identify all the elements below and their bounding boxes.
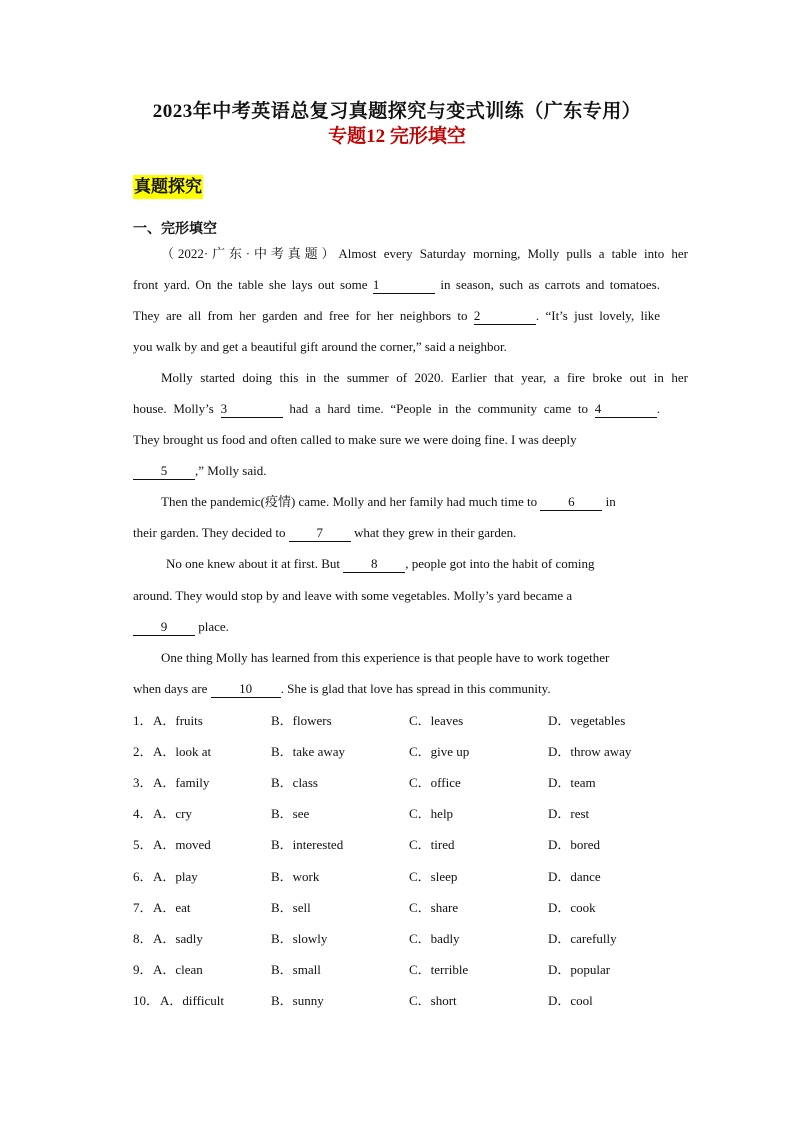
passage-line: One thing Molly has learned from this experience is that people have to work together — [161, 650, 610, 665]
option-d: D．throw away — [548, 744, 632, 759]
option-d: D．cool — [548, 993, 593, 1008]
option-d: D．cook — [548, 900, 596, 915]
option-c: C．give up — [409, 744, 470, 759]
passage-line: around. They would stop by and leave with some vegetables. Molly’s yard became a — [133, 588, 573, 603]
option-d: D．rest — [548, 806, 590, 821]
question-number: 3． — [133, 775, 153, 790]
question-number: 9． — [133, 962, 153, 977]
option-a: A．fruits — [153, 713, 203, 728]
option-b: B．take away — [271, 744, 346, 759]
option-c: C．help — [409, 806, 454, 821]
option-c: C．leaves — [409, 713, 464, 728]
blank-3: 3 — [221, 401, 283, 418]
question-number: 7． — [133, 900, 153, 915]
passage-line: their garden. They decided to 7 what they grew in their garden. — [133, 525, 517, 540]
option-a: A．sadly — [153, 931, 203, 946]
passage-line: Molly started doing this in the summer of 2020. Earlier that year, a fire broke out in her — [161, 370, 688, 385]
topic-subtitle: 专题12 完形填空 — [328, 126, 466, 147]
option-d: D．vegetables — [548, 713, 626, 728]
option-c: C．sleep — [409, 869, 458, 884]
blank-5: 5 — [133, 463, 195, 480]
option-a: A．difficult — [160, 993, 225, 1008]
question-number: 10． — [133, 993, 160, 1008]
option-d: D．dance — [548, 869, 601, 884]
question-number: 2． — [133, 744, 153, 759]
option-c: C．tired — [409, 837, 455, 852]
passage-line: （2022·广东·中考真题）Almost every Saturday morning, Molly pulls a table into her — [161, 246, 688, 261]
option-c: C．office — [409, 775, 461, 790]
passage-line: 9 place. — [133, 611, 660, 642]
option-c: C．share — [409, 900, 459, 915]
option-b: B．work — [271, 869, 320, 884]
option-b: B．sunny — [271, 993, 324, 1008]
option-c: C．badly — [409, 931, 460, 946]
option-b: B．flowers — [271, 713, 332, 728]
passage-line: Then the pandemic(疫情) came. Molly and her family had much time to 6 in — [161, 494, 616, 509]
source-tag: （2022·广东·中考真题） — [161, 246, 339, 261]
passage-line: 5 ,” Molly said. — [133, 455, 660, 486]
option-d: D．bored — [548, 837, 600, 852]
option-c: C．short — [409, 993, 457, 1008]
option-d: D．team — [548, 775, 596, 790]
option-b: B．small — [271, 962, 321, 977]
question-number: 1． — [133, 713, 153, 728]
blank-1: 1 — [373, 277, 435, 294]
blank-10: 10 — [211, 681, 281, 698]
blank-6: 6 — [540, 494, 602, 511]
option-d: D．popular — [548, 962, 611, 977]
question-number: 5． — [133, 837, 153, 852]
passage-line: They brought us food and often called to make sure we were doing fine. I was deeply — [133, 432, 577, 447]
blank-7: 7 — [289, 525, 351, 542]
question-number: 4． — [133, 806, 153, 821]
option-d: D．carefully — [548, 931, 617, 946]
blank-8: 8 — [343, 556, 405, 573]
passage-line: when days are 10 . She is glad that love has spread in this community. — [133, 681, 551, 696]
blank-9: 9 — [133, 619, 195, 636]
option-b: B．slowly — [271, 931, 328, 946]
passage-line: you walk by and get a beautiful gift around the corner,” said a neighbor. — [133, 339, 507, 354]
option-a: A．look at — [153, 744, 212, 759]
document-title: 2023年中考英语总复习真题探究与变式训练（广东专用） — [152, 101, 642, 122]
option-b: B．sell — [271, 900, 311, 915]
highlighted-heading: 真题探究 — [133, 175, 203, 199]
passage-line: No one knew about it at first. But 8 , people got into the habit of coming — [166, 556, 595, 571]
option-a: A．cry — [153, 806, 192, 821]
option-a: A．family — [153, 775, 210, 790]
question-number: 6． — [133, 869, 153, 884]
option-b: B．interested — [271, 837, 344, 852]
option-b: B．class — [271, 775, 318, 790]
section-heading: 一、完形填空 — [133, 222, 217, 237]
option-a: A．eat — [153, 900, 191, 915]
passage-line: They are all from her garden and free for her neighbors to 2 . “It’s just lovely, like — [133, 308, 661, 323]
option-a: A．clean — [153, 962, 203, 977]
option-c: C．terrible — [409, 962, 469, 977]
option-a: A．moved — [153, 837, 211, 852]
option-a: A．play — [153, 869, 198, 884]
passage-line: front yard. On the table she lays out some 1 in season, such as carrots and tomatoes. — [133, 277, 660, 292]
question-number: 8． — [133, 931, 153, 946]
blank-4: 4 — [595, 401, 657, 418]
blank-2: 2 — [474, 308, 536, 325]
passage-line: house. Molly’s 3 had a hard time. “People in the community came to 4 . — [133, 401, 661, 416]
option-b: B．see — [271, 806, 310, 821]
